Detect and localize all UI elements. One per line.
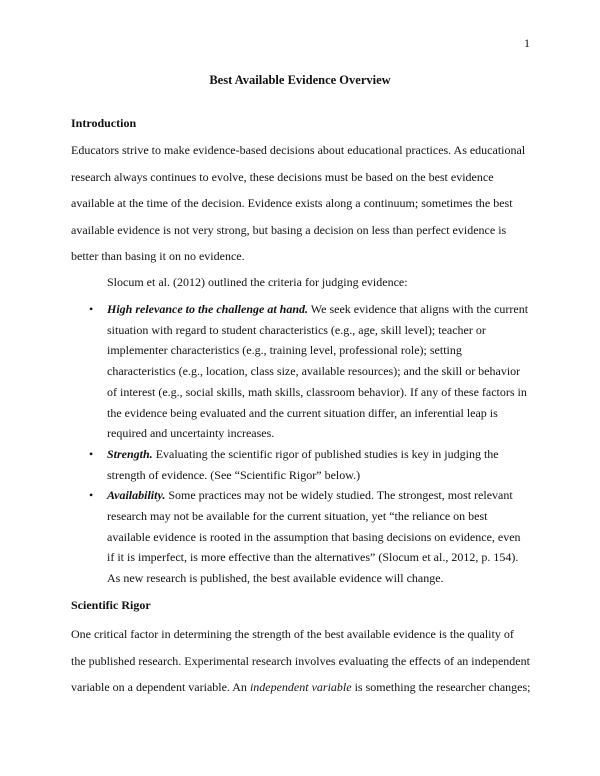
bullet-dot-icon: • (89, 446, 94, 461)
document-title: Best Available Evidence Overview (209, 73, 391, 87)
scientific-rigor-paragraph (71, 621, 531, 701)
page-number: 1 (524, 36, 530, 50)
criteria-lead-availability: Availability. (107, 488, 166, 503)
criteria-list (89, 299, 529, 589)
bullet-dot-icon: • (89, 302, 94, 316)
introduction-heading: Introduction (71, 116, 137, 130)
rigor-text-start: One critical factor in determining the strength of the best available evidence is the quality of the published research. Experimental research involves evaluating the effects of an independent variable on a dependent variable. An (71, 627, 530, 694)
scientific-rigor-heading: Scientific Rigor (71, 598, 151, 612)
rigor-text-end: is something the researcher changes; (351, 680, 531, 694)
bullet-dot-icon: • (89, 488, 94, 503)
criteria-item-availability (89, 485, 529, 589)
criteria-lead-strength: Strength. (107, 446, 153, 461)
introduction-paragraph: Educators strive to make evidence-based decisions about educational practices. As educational research always continues to evolve, these decisions must be based on the best evidence available at the time of the decision. Evidence exists along a continuum; sometimes the best available evidence is not very strong, but basing a decision on less than perfect evidence is better than basing it on no evidence. (71, 143, 526, 263)
criteria-text-strength: Evaluating the scientific rigor of published studies is key in judging the strength of evidence. (See “Scientific Rigor” below.) (107, 446, 499, 482)
slocum-criteria-line: Slocum et al. (2012) outlined the criteria for judging evidence: (107, 275, 408, 289)
criteria-text-availability: Some practices may not be widely studied. The strongest, most relevant research may not be available for the current situation, yet “the reliance on best available evidence is rooted in the assumption that basing decisions on evidence, even if it is imperfect, is more effective than the alternatives” (Slocum et al., 2012, p. 154). As new research is published, the best available evidence will change. (107, 488, 521, 586)
criteria-text-relevance: We seek evidence that aligns with the current situation with regard to student characteristics (e.g., age, skill level); teacher or implementer characteristics (e.g., training level, professional role); setting characteristics (e.g., location, class size, available resources); and the skill or behavior of interest (e.g., social skills, math skills, classroom behavior). If any of these factors in the evidence being evaluated and the current situation differ, an inferential leap is required and uncertainty increases. (107, 302, 529, 441)
independent-variable-term: independent variable (249, 680, 352, 694)
criteria-lead-relevance: High relevance to the challenge at hand. (107, 302, 308, 316)
criteria-item-relevance (89, 299, 529, 444)
criteria-item-strength (89, 444, 529, 485)
